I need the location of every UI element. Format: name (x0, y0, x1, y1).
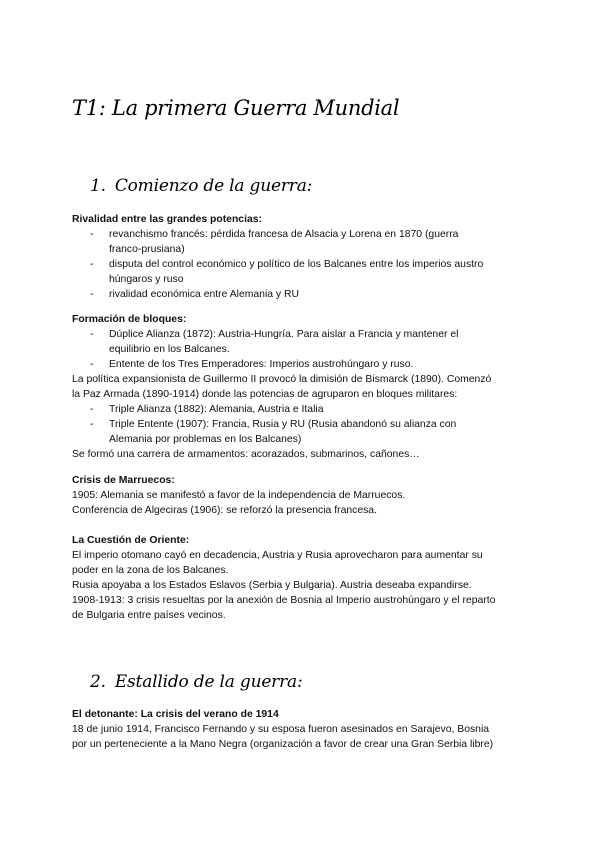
paragraph-line: Se formó una carrera de armamentos: acorazados, submarinos, cañones… (72, 449, 420, 460)
rivalidad-list (72, 227, 542, 302)
marruecos-block (72, 473, 542, 518)
section-2-title: Estallido de la guerra: (114, 672, 303, 692)
section-2-number: 2. (90, 672, 106, 692)
paragraph-line: poder en la zona de los Balcanes. (72, 565, 229, 576)
list-item-text: Entente de los Tres Emperadores: Imperios austrohúngaro y ruso. (109, 359, 414, 370)
paragraph-line: Rusia apoyaba a los Estados Eslavos (Serbia y Bulgaria). Austria deseaba expandirse. (72, 580, 472, 591)
paragraph-line: El imperio otomano cayó en decadencia, Austria y Rusia aprovecharon para aumentar su (72, 550, 483, 561)
detonante-block (72, 707, 542, 752)
list-item-text: revanchismo francés: pérdida francesa de Alsacia y Lorena en 1870 (guerra (109, 229, 459, 240)
paragraph-line: 1908-1913: 3 crisis resueltas por la anexión de Bosnia al Imperio austrohúngaro y el reparto (72, 595, 496, 606)
rivalidad-block (72, 212, 542, 302)
oriente-title: La Cuestión de Oriente: (72, 535, 190, 546)
list-item (72, 257, 542, 287)
marruecos-title: Crisis de Marruecos: (72, 475, 175, 486)
paragraph-line: 18 de junio 1914, Francisco Fernando y su esposa fueron asesinados en Sarajevo, Bosnia (72, 724, 490, 735)
paragraph-line: por un perteneciente a la Mano Negra (organización a favor de crear una Gran Serbia libre) (72, 739, 494, 750)
list-item-text: húngaros y ruso (109, 274, 184, 285)
dash-bullet: - (90, 329, 94, 340)
dash-bullet: - (90, 289, 94, 300)
list-item (72, 402, 542, 417)
dash-bullet: - (90, 359, 94, 370)
dash-bullet: - (90, 404, 94, 415)
list-item-text: Triple Alianza (1882): Alemania, Austria e Italia (109, 404, 324, 415)
bloques-list (72, 327, 542, 372)
list-item (72, 327, 542, 357)
bloques-list-2 (72, 402, 542, 447)
paragraph-line: La política expansionista de Guillermo II provocó la dimisión de Bismarck (1890). Comenzó (72, 374, 492, 385)
dash-bullet: - (90, 229, 94, 240)
list-item (72, 287, 542, 302)
list-item-text: rivalidad económica entre Alemania y RU (109, 289, 300, 300)
list-item-text: Triple Entente (1907): Francia, Rusia y RU (Rusia abandonó su alianza con (109, 419, 457, 430)
dash-bullet: - (90, 259, 94, 270)
detonante-title: El detonante: La crisis del verano de 1914 (72, 709, 279, 720)
list-item-text: Dúplice Alianza (1872): Austria-Hungría. Para aislar a Francia y mantener el (109, 329, 459, 340)
bloques-block (72, 312, 542, 462)
list-item-text: disputa del control económico y político de los Balcanes entre los imperios austro (109, 259, 484, 270)
dash-bullet: - (90, 419, 94, 430)
paragraph-line: 1905: Alemania se manifestó a favor de la independencia de Marruecos. (72, 490, 406, 501)
section-2-heading (90, 672, 303, 692)
rivalidad-title: Rivalidad entre las grandes potencias: (72, 214, 262, 225)
list-item (72, 357, 542, 372)
section-1-number: 1. (90, 176, 106, 196)
document-title: T1: La primera Guerra Mundial (72, 96, 400, 120)
list-item-text: franco-prusiana) (109, 244, 185, 255)
paragraph-line: Conferencia de Algeciras (1906): se reforzó la presencia francesa. (72, 505, 377, 516)
list-item (72, 227, 542, 257)
section-1-title: Comienzo de la guerra: (114, 176, 313, 196)
list-item-text: equilibrio en los Balcanes. (109, 344, 230, 355)
oriente-block (72, 533, 542, 623)
bloques-title: Formación de bloques: (72, 314, 187, 325)
paragraph-line: de Bulgaria entre países vecinos. (72, 610, 226, 621)
list-item-text: Alemania por problemas en los Balcanes) (109, 434, 302, 445)
list-item (72, 417, 542, 447)
section-1-heading (90, 176, 312, 196)
paragraph-line: la Paz Armada (1890-1914) donde las potencias de agruparon en bloques militares: (72, 389, 458, 400)
